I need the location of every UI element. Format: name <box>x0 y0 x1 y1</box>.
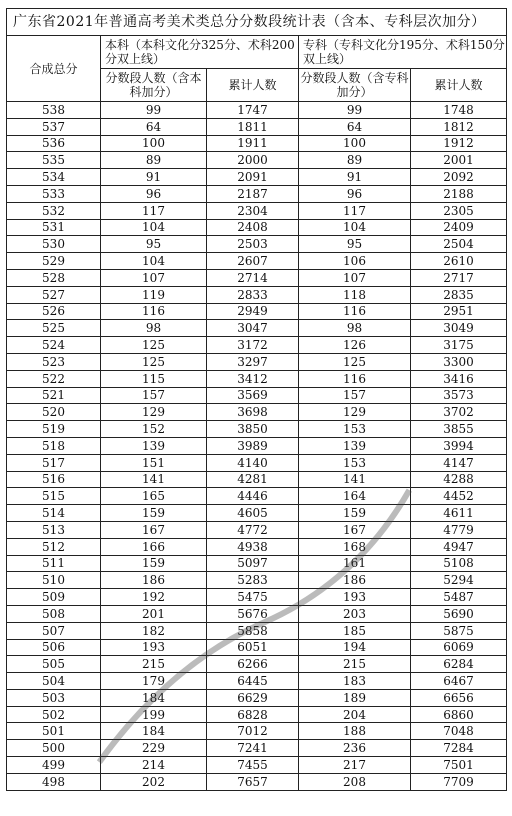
cell-zhuanke-count: 161 <box>299 555 411 572</box>
cell-zhuanke-count: 204 <box>299 706 411 723</box>
cell-benke-count: 152 <box>101 421 207 438</box>
cell-zhuanke-cumulative: 2610 <box>411 253 507 270</box>
cell-zhuanke-cumulative: 3573 <box>411 387 507 404</box>
cell-zhuanke-count: 91 <box>299 169 411 186</box>
cell-zhuanke-cumulative: 2188 <box>411 185 507 202</box>
cell-total-score: 531 <box>7 219 101 236</box>
table-row <box>7 253 507 270</box>
cell-benke-cumulative: 2408 <box>207 219 299 236</box>
cell-zhuanke-cumulative: 6467 <box>411 673 507 690</box>
cell-benke-cumulative: 5858 <box>207 622 299 639</box>
cell-benke-count: 119 <box>101 286 207 303</box>
cell-total-score: 511 <box>7 555 101 572</box>
cell-benke-count: 104 <box>101 253 207 270</box>
cell-benke-count: 95 <box>101 236 207 253</box>
table-row <box>7 370 507 387</box>
cell-zhuanke-count: 95 <box>299 236 411 253</box>
cell-benke-count: 215 <box>101 656 207 673</box>
cell-total-score: 501 <box>7 723 101 740</box>
table-row <box>7 286 507 303</box>
cell-benke-count: 201 <box>101 605 207 622</box>
cell-benke-cumulative: 3297 <box>207 353 299 370</box>
cell-benke-count: 129 <box>101 404 207 421</box>
cell-benke-cumulative: 6629 <box>207 689 299 706</box>
cell-zhuanke-cumulative: 1812 <box>411 118 507 135</box>
cell-benke-count: 165 <box>101 488 207 505</box>
table-row <box>7 639 507 656</box>
cell-benke-count: 64 <box>101 118 207 135</box>
cell-zhuanke-count: 183 <box>299 673 411 690</box>
cell-zhuanke-count: 159 <box>299 505 411 522</box>
cell-zhuanke-count: 215 <box>299 656 411 673</box>
cell-total-score: 503 <box>7 689 101 706</box>
header-total-score: 合成总分 <box>7 36 101 102</box>
cell-zhuanke-cumulative: 3702 <box>411 404 507 421</box>
table-row <box>7 723 507 740</box>
cell-zhuanke-cumulative: 6284 <box>411 656 507 673</box>
cell-total-score: 500 <box>7 740 101 757</box>
cell-total-score: 510 <box>7 572 101 589</box>
cell-benke-cumulative: 4281 <box>207 471 299 488</box>
cell-zhuanke-cumulative: 4947 <box>411 538 507 555</box>
cell-zhuanke-count: 98 <box>299 320 411 337</box>
cell-zhuanke-count: 186 <box>299 572 411 589</box>
cell-zhuanke-cumulative: 6656 <box>411 689 507 706</box>
cell-benke-cumulative: 5097 <box>207 555 299 572</box>
table-row <box>7 740 507 757</box>
cell-benke-count: 202 <box>101 773 207 790</box>
cell-benke-count: 139 <box>101 437 207 454</box>
cell-benke-count: 184 <box>101 723 207 740</box>
table-row <box>7 236 507 253</box>
cell-benke-cumulative: 4140 <box>207 454 299 471</box>
cell-benke-cumulative: 4772 <box>207 521 299 538</box>
cell-total-score: 535 <box>7 152 101 169</box>
cell-benke-cumulative: 2091 <box>207 169 299 186</box>
cell-benke-count: 186 <box>101 572 207 589</box>
cell-benke-cumulative: 3569 <box>207 387 299 404</box>
cell-benke-count: 100 <box>101 135 207 152</box>
cell-benke-cumulative: 1811 <box>207 118 299 135</box>
table-row <box>7 437 507 454</box>
table-row <box>7 521 507 538</box>
cell-zhuanke-count: 188 <box>299 723 411 740</box>
cell-benke-cumulative: 2304 <box>207 202 299 219</box>
cell-zhuanke-cumulative: 2504 <box>411 236 507 253</box>
cell-benke-count: 199 <box>101 706 207 723</box>
cell-zhuanke-cumulative: 3994 <box>411 437 507 454</box>
cell-total-score: 534 <box>7 169 101 186</box>
cell-total-score: 518 <box>7 437 101 454</box>
cell-total-score: 538 <box>7 102 101 119</box>
table-row <box>7 269 507 286</box>
cell-zhuanke-cumulative: 7284 <box>411 740 507 757</box>
cell-zhuanke-cumulative: 4452 <box>411 488 507 505</box>
cell-benke-count: 125 <box>101 353 207 370</box>
cell-zhuanke-count: 189 <box>299 689 411 706</box>
cell-benke-cumulative: 7012 <box>207 723 299 740</box>
score-table-container <box>6 8 506 791</box>
cell-benke-count: 214 <box>101 757 207 774</box>
cell-zhuanke-count: 203 <box>299 605 411 622</box>
cell-benke-cumulative: 4446 <box>207 488 299 505</box>
table-row <box>7 353 507 370</box>
cell-benke-cumulative: 5676 <box>207 605 299 622</box>
cell-total-score: 524 <box>7 337 101 354</box>
cell-benke-count: 98 <box>101 320 207 337</box>
cell-zhuanke-count: 129 <box>299 404 411 421</box>
cell-zhuanke-count: 116 <box>299 303 411 320</box>
header-row-1 <box>7 36 507 69</box>
cell-benke-cumulative: 5283 <box>207 572 299 589</box>
cell-total-score: 530 <box>7 236 101 253</box>
cell-total-score: 515 <box>7 488 101 505</box>
cell-benke-cumulative: 7455 <box>207 757 299 774</box>
table-row <box>7 135 507 152</box>
cell-total-score: 528 <box>7 269 101 286</box>
cell-zhuanke-cumulative: 4611 <box>411 505 507 522</box>
cell-zhuanke-count: 99 <box>299 102 411 119</box>
cell-total-score: 527 <box>7 286 101 303</box>
cell-zhuanke-count: 167 <box>299 521 411 538</box>
cell-total-score: 514 <box>7 505 101 522</box>
cell-benke-cumulative: 2503 <box>207 236 299 253</box>
cell-total-score: 507 <box>7 622 101 639</box>
cell-zhuanke-cumulative: 7501 <box>411 757 507 774</box>
cell-benke-cumulative: 4605 <box>207 505 299 522</box>
cell-benke-count: 99 <box>101 102 207 119</box>
cell-total-score: 502 <box>7 706 101 723</box>
cell-benke-cumulative: 3172 <box>207 337 299 354</box>
table-row <box>7 202 507 219</box>
cell-zhuanke-cumulative: 3416 <box>411 370 507 387</box>
header-benke: 本科（本科文化分325分、术科200分双上线） <box>101 36 299 69</box>
table-row <box>7 757 507 774</box>
cell-benke-cumulative: 2187 <box>207 185 299 202</box>
table-row <box>7 605 507 622</box>
cell-zhuanke-cumulative: 7048 <box>411 723 507 740</box>
cell-benke-cumulative: 3850 <box>207 421 299 438</box>
cell-total-score: 536 <box>7 135 101 152</box>
header-zhuanke-count: 分数段人数（含专科加分） <box>299 69 411 102</box>
cell-zhuanke-count: 100 <box>299 135 411 152</box>
cell-benke-count: 91 <box>101 169 207 186</box>
cell-benke-count: 159 <box>101 505 207 522</box>
cell-benke-cumulative: 2949 <box>207 303 299 320</box>
cell-zhuanke-cumulative: 5690 <box>411 605 507 622</box>
cell-zhuanke-cumulative: 3049 <box>411 320 507 337</box>
cell-zhuanke-cumulative: 2305 <box>411 202 507 219</box>
cell-benke-cumulative: 5475 <box>207 589 299 606</box>
cell-total-score: 505 <box>7 656 101 673</box>
cell-zhuanke-count: 125 <box>299 353 411 370</box>
table-row <box>7 387 507 404</box>
cell-benke-cumulative: 6051 <box>207 639 299 656</box>
cell-zhuanke-count: 236 <box>299 740 411 757</box>
cell-total-score: 513 <box>7 521 101 538</box>
cell-total-score: 523 <box>7 353 101 370</box>
cell-benke-cumulative: 2714 <box>207 269 299 286</box>
cell-zhuanke-count: 104 <box>299 219 411 236</box>
table-title-row <box>7 9 507 36</box>
cell-benke-cumulative: 2000 <box>207 152 299 169</box>
cell-zhuanke-cumulative: 5875 <box>411 622 507 639</box>
cell-total-score: 506 <box>7 639 101 656</box>
table-row <box>7 656 507 673</box>
cell-benke-cumulative: 1911 <box>207 135 299 152</box>
cell-zhuanke-cumulative: 6069 <box>411 639 507 656</box>
header-benke-count: 分数段人数（含本科加分） <box>101 69 207 102</box>
cell-zhuanke-cumulative: 2409 <box>411 219 507 236</box>
cell-total-score: 532 <box>7 202 101 219</box>
cell-zhuanke-count: 89 <box>299 152 411 169</box>
table-row <box>7 689 507 706</box>
cell-zhuanke-count: 107 <box>299 269 411 286</box>
cell-benke-cumulative: 3698 <box>207 404 299 421</box>
cell-benke-cumulative: 6828 <box>207 706 299 723</box>
cell-zhuanke-count: 168 <box>299 538 411 555</box>
cell-zhuanke-count: 139 <box>299 437 411 454</box>
cell-zhuanke-cumulative: 5294 <box>411 572 507 589</box>
cell-benke-count: 179 <box>101 673 207 690</box>
cell-zhuanke-count: 185 <box>299 622 411 639</box>
cell-benke-cumulative: 3412 <box>207 370 299 387</box>
cell-zhuanke-cumulative: 4288 <box>411 471 507 488</box>
cell-zhuanke-cumulative: 2717 <box>411 269 507 286</box>
cell-benke-count: 192 <box>101 589 207 606</box>
cell-zhuanke-count: 153 <box>299 454 411 471</box>
table-row <box>7 337 507 354</box>
cell-benke-cumulative: 2607 <box>207 253 299 270</box>
cell-zhuanke-cumulative: 4147 <box>411 454 507 471</box>
cell-total-score: 526 <box>7 303 101 320</box>
cell-total-score: 520 <box>7 404 101 421</box>
table-row <box>7 421 507 438</box>
header-zhuanke-cumulative: 累计人数 <box>411 69 507 102</box>
table-row <box>7 102 507 119</box>
table-row <box>7 572 507 589</box>
cell-zhuanke-cumulative: 2835 <box>411 286 507 303</box>
cell-benke-cumulative: 6266 <box>207 656 299 673</box>
cell-total-score: 525 <box>7 320 101 337</box>
cell-benke-cumulative: 6445 <box>207 673 299 690</box>
cell-zhuanke-count: 217 <box>299 757 411 774</box>
cell-zhuanke-count: 118 <box>299 286 411 303</box>
cell-total-score: 516 <box>7 471 101 488</box>
cell-benke-cumulative: 3989 <box>207 437 299 454</box>
cell-benke-count: 166 <box>101 538 207 555</box>
cell-total-score: 519 <box>7 421 101 438</box>
cell-zhuanke-cumulative: 7709 <box>411 773 507 790</box>
table-row <box>7 505 507 522</box>
table-row <box>7 538 507 555</box>
table-row <box>7 185 507 202</box>
table-row <box>7 706 507 723</box>
table-row <box>7 488 507 505</box>
cell-zhuanke-count: 141 <box>299 471 411 488</box>
cell-benke-cumulative: 3047 <box>207 320 299 337</box>
table-row <box>7 673 507 690</box>
table-title: 广东省2021年普通高考美术类总分分数段统计表（含本、专科层次加分） <box>7 9 507 36</box>
cell-benke-count: 141 <box>101 471 207 488</box>
cell-total-score: 537 <box>7 118 101 135</box>
cell-benke-count: 159 <box>101 555 207 572</box>
header-zhuanke: 专科（专科文化分195分、术科150分双上线） <box>299 36 507 69</box>
cell-benke-cumulative: 1747 <box>207 102 299 119</box>
table-row <box>7 773 507 790</box>
cell-zhuanke-count: 194 <box>299 639 411 656</box>
cell-zhuanke-count: 153 <box>299 421 411 438</box>
cell-zhuanke-cumulative: 3300 <box>411 353 507 370</box>
table-row <box>7 589 507 606</box>
cell-benke-cumulative: 7241 <box>207 740 299 757</box>
cell-zhuanke-count: 126 <box>299 337 411 354</box>
cell-benke-count: 116 <box>101 303 207 320</box>
cell-benke-count: 167 <box>101 521 207 538</box>
cell-benke-count: 89 <box>101 152 207 169</box>
cell-benke-count: 193 <box>101 639 207 656</box>
cell-zhuanke-count: 64 <box>299 118 411 135</box>
cell-zhuanke-cumulative: 2001 <box>411 152 507 169</box>
table-row <box>7 622 507 639</box>
table-row <box>7 219 507 236</box>
cell-benke-count: 96 <box>101 185 207 202</box>
cell-total-score: 498 <box>7 773 101 790</box>
cell-benke-count: 229 <box>101 740 207 757</box>
cell-total-score: 521 <box>7 387 101 404</box>
cell-benke-count: 184 <box>101 689 207 706</box>
cell-zhuanke-cumulative: 2951 <box>411 303 507 320</box>
table-row <box>7 169 507 186</box>
cell-benke-count: 151 <box>101 454 207 471</box>
cell-total-score: 533 <box>7 185 101 202</box>
cell-benke-count: 157 <box>101 387 207 404</box>
cell-benke-count: 117 <box>101 202 207 219</box>
cell-zhuanke-count: 208 <box>299 773 411 790</box>
cell-benke-count: 125 <box>101 337 207 354</box>
cell-total-score: 504 <box>7 673 101 690</box>
table-body <box>7 102 507 791</box>
cell-zhuanke-cumulative: 2092 <box>411 169 507 186</box>
cell-zhuanke-count: 157 <box>299 387 411 404</box>
table-row <box>7 555 507 572</box>
cell-total-score: 499 <box>7 757 101 774</box>
cell-benke-count: 107 <box>101 269 207 286</box>
cell-benke-count: 182 <box>101 622 207 639</box>
cell-total-score: 522 <box>7 370 101 387</box>
table-row <box>7 118 507 135</box>
cell-zhuanke-count: 193 <box>299 589 411 606</box>
table-row <box>7 303 507 320</box>
cell-total-score: 517 <box>7 454 101 471</box>
table-row <box>7 404 507 421</box>
cell-benke-count: 115 <box>101 370 207 387</box>
score-distribution-table <box>6 8 507 791</box>
cell-zhuanke-cumulative: 5108 <box>411 555 507 572</box>
table-row <box>7 471 507 488</box>
cell-zhuanke-cumulative: 6860 <box>411 706 507 723</box>
cell-total-score: 512 <box>7 538 101 555</box>
cell-zhuanke-cumulative: 5487 <box>411 589 507 606</box>
cell-zhuanke-cumulative: 1912 <box>411 135 507 152</box>
cell-zhuanke-count: 106 <box>299 253 411 270</box>
cell-zhuanke-count: 116 <box>299 370 411 387</box>
table-row <box>7 152 507 169</box>
cell-benke-count: 104 <box>101 219 207 236</box>
cell-zhuanke-count: 117 <box>299 202 411 219</box>
cell-benke-cumulative: 4938 <box>207 538 299 555</box>
header-benke-cumulative: 累计人数 <box>207 69 299 102</box>
cell-zhuanke-cumulative: 4779 <box>411 521 507 538</box>
cell-total-score: 508 <box>7 605 101 622</box>
cell-total-score: 529 <box>7 253 101 270</box>
cell-benke-cumulative: 2833 <box>207 286 299 303</box>
table-row <box>7 320 507 337</box>
table-row <box>7 454 507 471</box>
cell-zhuanke-cumulative: 3175 <box>411 337 507 354</box>
cell-total-score: 509 <box>7 589 101 606</box>
cell-zhuanke-cumulative: 1748 <box>411 102 507 119</box>
cell-zhuanke-count: 164 <box>299 488 411 505</box>
cell-zhuanke-count: 96 <box>299 185 411 202</box>
cell-zhuanke-cumulative: 3855 <box>411 421 507 438</box>
cell-benke-cumulative: 7657 <box>207 773 299 790</box>
